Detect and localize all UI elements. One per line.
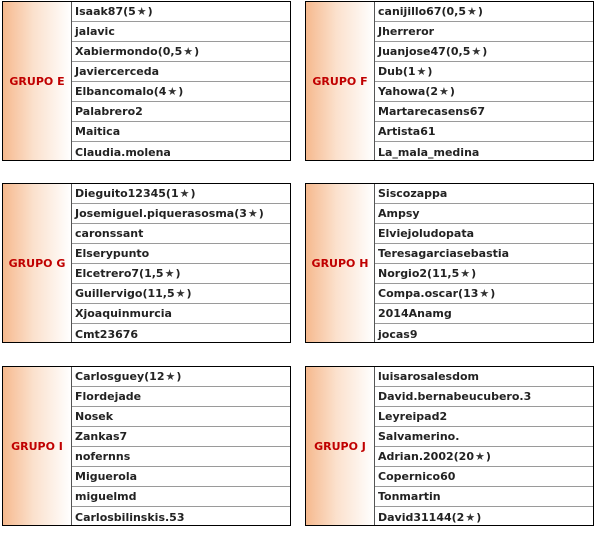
star-icon: ★ — [167, 85, 178, 98]
stars-close-paren: ) — [490, 287, 496, 300]
player-row — [72, 467, 290, 487]
stars-value: 1 — [407, 65, 416, 78]
player-row — [72, 367, 290, 387]
player-name: Siscozappa — [378, 187, 448, 200]
player-name: Guillervigo — [75, 287, 143, 300]
player-name: Zankas7 — [75, 430, 128, 443]
player-row — [72, 244, 290, 264]
player-row — [375, 507, 593, 527]
star-icon: ★ — [416, 65, 427, 78]
player-name: jalavic — [75, 25, 115, 38]
stars-close-paren: ) — [477, 5, 483, 18]
player-name: Javiercerceda — [75, 65, 160, 78]
group-label: GRUPO J — [314, 439, 366, 453]
stars-open-paren: ( — [153, 85, 159, 98]
player-name: Xabiermondo — [75, 45, 158, 58]
star-icon: ★ — [439, 85, 449, 98]
group-i-panel — [2, 366, 291, 526]
player-row — [72, 102, 290, 122]
player-name: David31144 — [378, 510, 452, 524]
star-icon: ★ — [179, 187, 190, 200]
stars-close-paren: ) — [471, 267, 477, 280]
star-icon: ★ — [175, 287, 186, 300]
player-row — [375, 62, 593, 82]
player-name: Martarecasens67 — [378, 105, 485, 118]
stars-close-paren: ) — [147, 5, 153, 18]
group-h-panel — [305, 183, 594, 343]
player-name: nofernns — [75, 450, 131, 463]
stars-value: 13 — [463, 287, 479, 300]
player-row — [375, 387, 593, 407]
stars-close-paren: ) — [175, 267, 181, 280]
stars-close-paren: ) — [449, 85, 455, 98]
player-row — [375, 304, 593, 324]
stars-close-paren: ) — [427, 65, 433, 78]
star-icon: ★ — [165, 370, 176, 383]
stars-value: 2 — [456, 510, 465, 524]
player-name: Carlosbilinskis.53 — [75, 510, 185, 524]
star-icon: ★ — [136, 5, 147, 18]
player-name: Teresagarciasebastia — [378, 247, 510, 260]
player-name: Elviejoludopata — [378, 227, 475, 240]
player-row — [375, 324, 593, 344]
player-name: Maitica — [75, 125, 121, 138]
stars-value: 20 — [458, 450, 474, 463]
stars-value: 1 — [170, 187, 179, 200]
stars-open-paren: ( — [451, 510, 457, 524]
stars-open-paren: ( — [441, 5, 447, 18]
player-name: Xjoaquinmurcia — [75, 307, 172, 320]
stars-close-paren: ) — [485, 450, 491, 463]
stars-open-paren: ( — [144, 370, 150, 383]
player-row — [72, 184, 290, 204]
player-row — [72, 284, 290, 304]
player-row — [375, 284, 593, 304]
player-name: jocas9 — [378, 327, 418, 341]
player-row — [375, 102, 593, 122]
star-icon: ★ — [460, 267, 471, 280]
player-row — [72, 122, 290, 142]
player-row — [375, 184, 593, 204]
player-row — [72, 487, 290, 507]
stars-value: 1,5 — [144, 267, 164, 280]
player-name: Yahowa — [378, 85, 426, 98]
stars-value: 11,5 — [432, 267, 460, 280]
player-row — [375, 122, 593, 142]
player-name: Elserypunto — [75, 247, 150, 260]
player-row — [72, 427, 290, 447]
player-row — [375, 407, 593, 427]
player-name: Compa.oscar — [378, 287, 459, 300]
player-name: Artista61 — [378, 125, 436, 138]
stars-open-paren: ( — [458, 287, 464, 300]
star-icon: ★ — [164, 267, 175, 280]
player-list — [375, 2, 593, 160]
player-name: Adrian.2002 — [378, 450, 454, 463]
player-row — [375, 204, 593, 224]
player-name: Norgio2 — [378, 267, 428, 280]
player-name: Leyreipad2 — [378, 410, 448, 423]
player-name: Miguerola — [75, 470, 138, 483]
player-name: canijillo67 — [378, 5, 442, 18]
player-name: caronssant — [75, 227, 144, 240]
stars-value: 4 — [158, 85, 167, 98]
group-label-cell — [306, 367, 375, 525]
player-row — [72, 142, 290, 162]
player-row — [72, 2, 290, 22]
group-j-panel — [305, 366, 594, 526]
player-row — [72, 407, 290, 427]
player-name: 2014Anamg — [378, 307, 452, 320]
player-row — [375, 447, 593, 467]
player-row — [72, 62, 290, 82]
group-label: GRUPO H — [311, 256, 369, 270]
player-row — [72, 304, 290, 324]
player-row — [375, 2, 593, 22]
player-name: Jherreror — [378, 25, 435, 38]
group-label-cell — [3, 367, 72, 525]
player-row — [375, 142, 593, 162]
stars-open-paren: ( — [425, 85, 431, 98]
stars-open-paren: ( — [123, 5, 129, 18]
player-list — [72, 184, 290, 342]
player-name: Elcetrero7 — [75, 267, 140, 280]
player-row — [72, 82, 290, 102]
player-name: Nosek — [75, 410, 114, 423]
stars-open-paren: ( — [142, 287, 148, 300]
group-label-cell — [306, 184, 375, 342]
stars-close-paren: ) — [190, 187, 196, 200]
star-icon: ★ — [471, 45, 482, 58]
group-label: GRUPO F — [312, 74, 368, 88]
stars-close-paren: ) — [476, 510, 482, 524]
stars-close-paren: ) — [178, 85, 184, 98]
group-label-cell — [3, 2, 72, 160]
player-name: Tonmartin — [378, 490, 441, 503]
player-name: Isaak87 — [75, 5, 124, 18]
player-row — [72, 324, 290, 344]
player-name: Elbancomalo — [75, 85, 154, 98]
group-label: GRUPO E — [9, 74, 65, 88]
group-label-cell — [306, 2, 375, 160]
player-list — [72, 367, 290, 525]
player-name: Salvamerino. — [378, 430, 460, 443]
player-row — [72, 42, 290, 62]
player-name: Ampsy — [378, 207, 420, 220]
star-icon: ★ — [467, 5, 477, 18]
player-row — [72, 224, 290, 244]
stars-value: 0,5 — [446, 5, 467, 18]
stars-close-paren: ) — [194, 45, 200, 58]
stars-close-paren: ) — [482, 45, 488, 58]
stars-value: 5 — [128, 5, 136, 18]
player-name: La_mala_medina — [378, 145, 480, 159]
player-name: Flordejade — [75, 390, 142, 403]
stars-open-paren: ( — [453, 450, 459, 463]
group-label: GRUPO I — [11, 439, 63, 453]
star-icon: ★ — [247, 207, 258, 220]
stars-value: 0,5 — [450, 45, 471, 58]
player-row — [72, 22, 290, 42]
player-row — [72, 387, 290, 407]
star-icon: ★ — [479, 287, 490, 300]
player-row — [72, 507, 290, 527]
player-row — [375, 82, 593, 102]
stars-value: 12 — [149, 370, 165, 383]
stars-value: 2 — [430, 85, 439, 98]
stars-open-paren: ( — [402, 65, 408, 78]
stars-close-paren: ) — [176, 370, 182, 383]
stars-close-paren: ) — [186, 287, 192, 300]
player-row — [375, 264, 593, 284]
stars-value: 11,5 — [147, 287, 175, 300]
player-name: Dieguito12345 — [75, 187, 166, 200]
stars-open-paren: ( — [234, 207, 240, 220]
stars-open-paren: ( — [157, 45, 163, 58]
player-name: Copernico60 — [378, 470, 456, 483]
player-row — [72, 264, 290, 284]
player-row — [375, 22, 593, 42]
player-name: Josemiguel.piquerasosma — [75, 207, 235, 220]
player-row — [72, 447, 290, 467]
stars-close-paren: ) — [258, 207, 264, 220]
stars-value: 0,5 — [162, 45, 183, 58]
player-name: luisarosalesdom — [378, 370, 479, 383]
star-icon: ★ — [183, 45, 194, 58]
stars-open-paren: ( — [427, 267, 433, 280]
player-row — [375, 467, 593, 487]
player-name: miguelmd — [75, 490, 137, 503]
player-row — [375, 244, 593, 264]
player-list — [72, 2, 290, 160]
player-name: Palabrero2 — [75, 105, 143, 118]
star-icon: ★ — [465, 510, 476, 524]
player-name: Claudia.molena — [75, 145, 171, 159]
player-name: Carlosguey — [75, 370, 145, 383]
player-row — [375, 42, 593, 62]
player-name: Juanjose47 — [378, 45, 446, 58]
group-g-panel — [2, 183, 291, 343]
player-row — [375, 427, 593, 447]
player-list — [375, 184, 593, 342]
stars-open-paren: ( — [165, 187, 171, 200]
player-row — [375, 367, 593, 387]
group-label: GRUPO G — [8, 256, 66, 270]
player-name: Dub — [378, 65, 403, 78]
group-label-cell — [3, 184, 72, 342]
star-icon: ★ — [474, 450, 485, 463]
player-name: Cmt23676 — [75, 327, 139, 341]
stars-open-paren: ( — [139, 267, 145, 280]
player-row — [375, 487, 593, 507]
player-row — [375, 224, 593, 244]
group-e-panel — [2, 1, 291, 161]
stars-value: 3 — [239, 207, 247, 220]
player-name: David.bernabeucubero.3 — [378, 390, 532, 403]
group-f-panel — [305, 1, 594, 161]
stars-open-paren: ( — [445, 45, 451, 58]
player-row — [72, 204, 290, 224]
player-list — [375, 367, 593, 525]
